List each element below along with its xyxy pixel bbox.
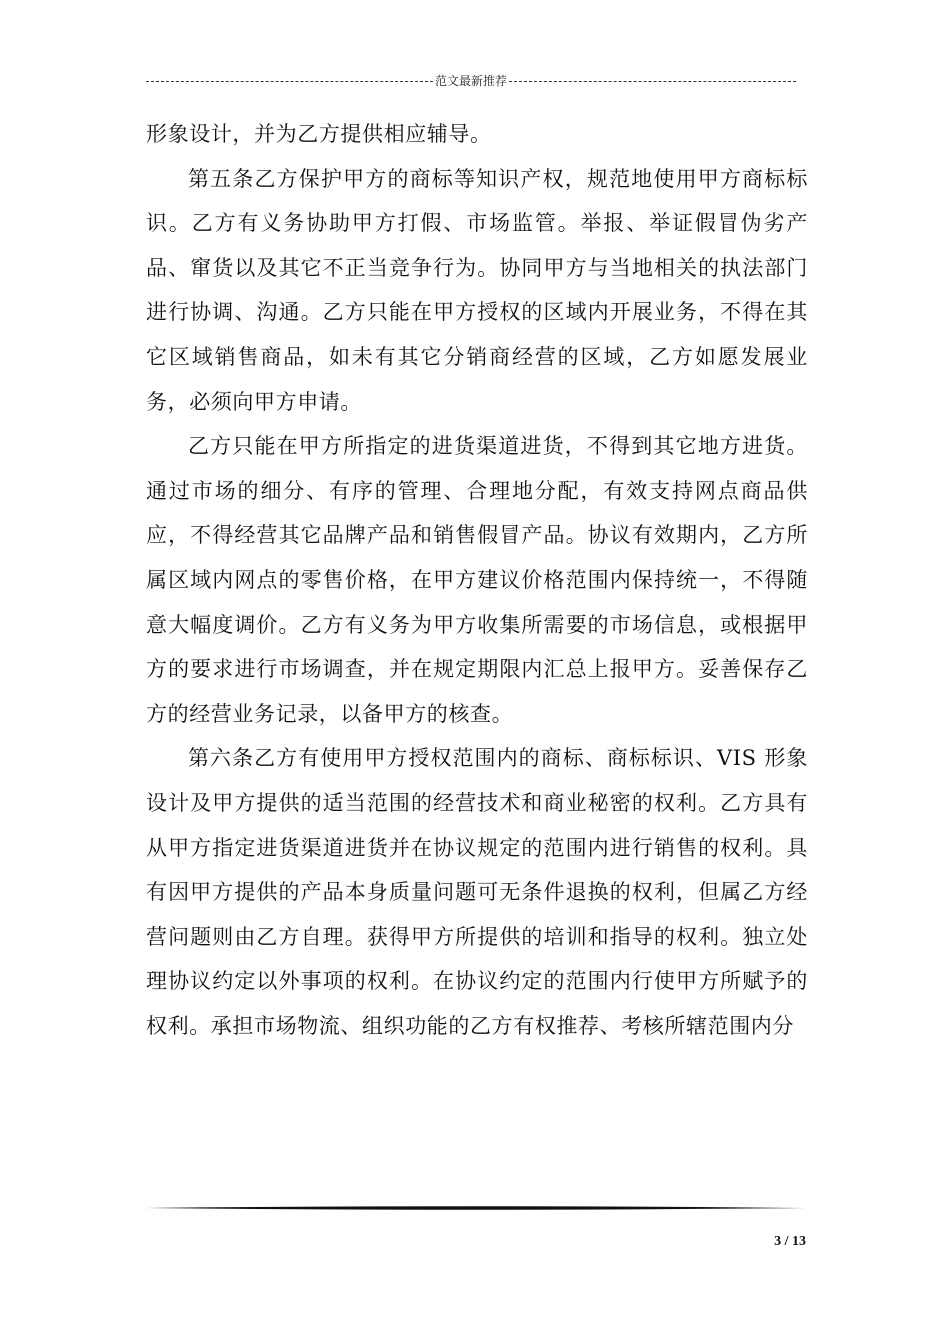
header-right-dashes — [509, 81, 796, 82]
document-body — [146, 112, 808, 1048]
paragraph-article-5: 第五条乙方保护甲方的商标等知识产权，规范地使用甲方商标标识。乙方有义务协助甲方打假、市场监管。举报、举证假冒伪劣产品、窜货以及其它不正当竞争行为。协同甲方与当地相关的执法部门进行协调、沟通。乙方只能在甲方授权的区域内开展业务，不得在其它区域销售商品，如未有其它分销商经营的区域，乙方如愿发展业务，必须向甲方申请。 — [146, 166, 808, 414]
footer-rule — [146, 1204, 806, 1212]
paragraph-continuation: 形象设计，并为乙方提供相应辅导。 — [146, 122, 492, 146]
page-header — [146, 70, 796, 92]
page-number: 3 / 13 — [774, 1234, 806, 1249]
paragraph-purchase-channel: 乙方只能在甲方所指定的进货渠道进货，不得到其它地方进货。通过市场的细分、有序的管理、合理地分配，有效支持网点商品供应，不得经营其它品牌产品和销售假冒产品。协议有效期内，乙方所属区域内网点的零售价格，在甲方建议价格范围内保持统一，不得随意大幅度调价。乙方有义务为甲方收集所需要的市场信息，或根据甲方的要求进行市场调查，并在规定期限内汇总上报甲方。妥善保存乙方的经营业务记录，以备甲方的核查。 — [146, 434, 808, 726]
header-title: 范文最新推荐 — [435, 74, 508, 88]
paragraph-article-6: 第六条乙方有使用甲方授权范围内的商标、商标标识、VIS 形象设计及甲方提供的适当范围的经营技术和商业秘密的权利。乙方具有从甲方指定进货渠道进货并在协议规定的范围内进行销售的权利。具有因甲方提供的产品本身质量问题可无条件退换的权利，但属乙方经营问题则由乙方自理。获得甲方所提供的培训和指导的权利。独立处理协议约定以外事项的权利。在协议约定的范围内行使甲方所赋予的权利。承担市场物流、组织功能的乙方有权推荐、考核所辖范围内分 — [146, 746, 808, 1038]
header-left-dashes — [146, 81, 433, 82]
